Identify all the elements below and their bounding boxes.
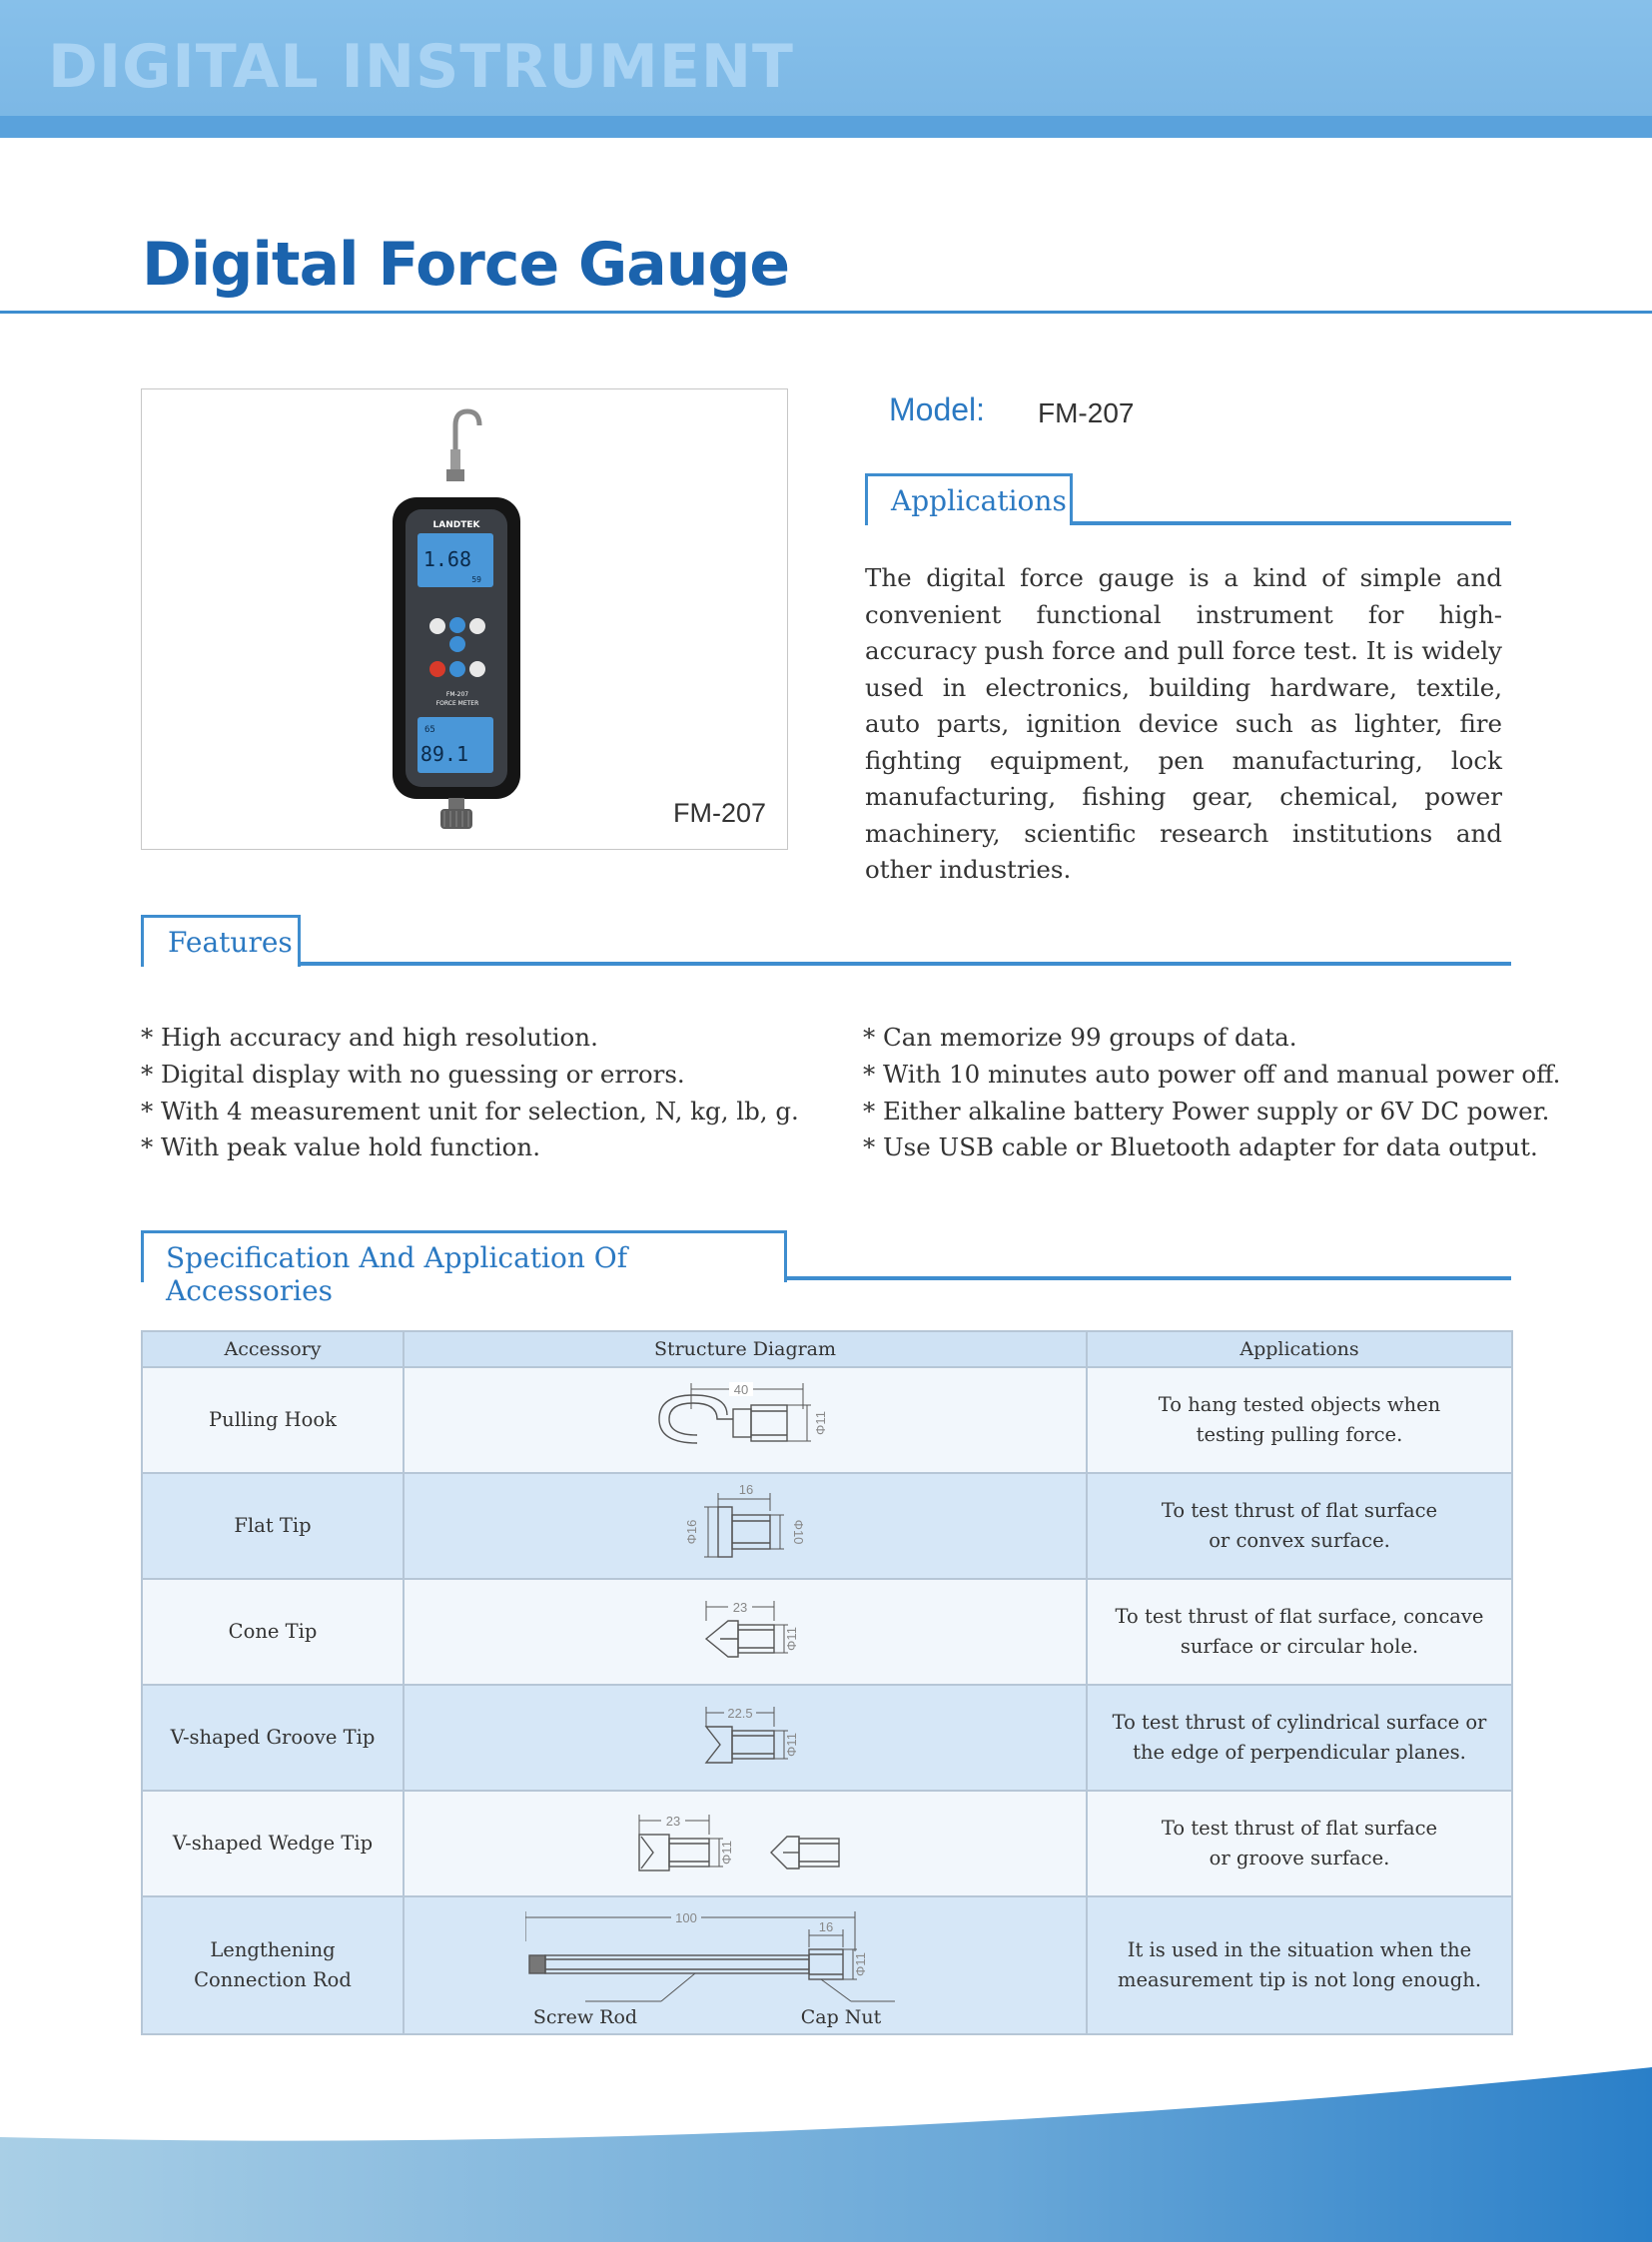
feature-item: * High accuracy and high resolution. (141, 1023, 598, 1052)
model-label: Model: (889, 391, 986, 427)
v-wedge-tip-diagram (615, 1799, 875, 1888)
feature-item: * With 4 measurement unit for selection, N, kg, lb, g. (141, 1097, 799, 1125)
dim-diameter: Φ11 (784, 1733, 799, 1757)
device-model: FM-207 (445, 691, 469, 698)
accessories-rule (784, 1276, 1511, 1280)
feature-item: * With 10 minutes auto power off and manual power off. (863, 1060, 1561, 1089)
accessory-application (1087, 1791, 1512, 1896)
dim-diameter: Φ11 (813, 1411, 828, 1435)
dim-diameter: Φ11 (719, 1841, 734, 1865)
rod-part-label: Screw Rod (532, 2006, 638, 2028)
accessory-application (1087, 1367, 1512, 1473)
table-row (142, 1473, 1512, 1579)
accessories-heading-text: Specification And Application Of Accessories (166, 1241, 628, 1307)
structure-diagram (404, 1791, 1087, 1896)
force-gauge-image (142, 389, 787, 849)
application-line: measurement tip is not long enough. (1117, 1968, 1482, 1991)
feature-item: * Digital display with no guessing or errors. (141, 1060, 685, 1089)
application-line: or convex surface. (1209, 1529, 1390, 1552)
application-line: surface or circular hole. (1180, 1635, 1419, 1658)
application-line: the edge of perpendicular planes. (1133, 1741, 1466, 1764)
dim-length: 23 (732, 1600, 748, 1615)
title-divider (0, 311, 1652, 314)
features-heading-text: Features (168, 926, 293, 959)
dim-length: 16 (818, 1919, 834, 1934)
table-header-row (142, 1331, 1512, 1367)
model-value: FM-207 (1038, 397, 1135, 428)
footer-wave (0, 2067, 1652, 2242)
application-line: or groove surface. (1209, 1847, 1390, 1869)
flat-tip-diagram (670, 1481, 820, 1571)
accessory-name-line: Connection Rod (194, 1968, 352, 1991)
dim-diameter: Φ11 (853, 1952, 868, 1976)
accessory-name-line: Lengthening (210, 1938, 336, 1961)
connection-rod-diagram (525, 1901, 965, 2029)
cone-tip-diagram (670, 1587, 820, 1677)
table-row (142, 1791, 1512, 1896)
accessory-name: Cone Tip (142, 1579, 404, 1685)
dim-length: 100 (675, 1910, 697, 1925)
table-row (142, 1685, 1512, 1791)
structure-diagram (404, 1367, 1087, 1473)
dim-length: 22.5 (727, 1706, 753, 1721)
dim-length: 40 (733, 1382, 749, 1397)
structure-diagram (404, 1473, 1087, 1579)
application-line: It is used in the situation when the (1127, 1938, 1472, 1961)
applications-rule (1070, 521, 1511, 525)
product-image-frame (141, 388, 788, 850)
accessory-application (1087, 1685, 1512, 1791)
rod-part-label: Cap Nut (800, 2006, 882, 2028)
table-row (142, 1367, 1512, 1473)
display-bottom-small: 65 (424, 725, 435, 735)
page-title: Digital Force Gauge (142, 230, 790, 300)
structure-diagram (404, 1896, 1087, 2034)
application-line: To test thrust of flat surface (1161, 1817, 1438, 1840)
applications-heading-text: Applications (891, 484, 1067, 517)
structure-diagram (404, 1579, 1087, 1685)
product-caption: FM-207 (673, 798, 767, 828)
table-row (142, 1896, 1512, 2034)
application-line: To test thrust of flat surface (1161, 1499, 1438, 1522)
feature-item: * Use USB cable or Bluetooth adapter for data output. (863, 1132, 1538, 1161)
structure-diagram (404, 1685, 1087, 1791)
banner-title: DIGITAL INSTRUMENT (48, 32, 794, 102)
feature-item: * Either alkaline battery Power supply or 6V DC power. (863, 1097, 1550, 1125)
dim-diameter: Φ10 (791, 1519, 806, 1545)
application-line: To hang tested objects when (1158, 1393, 1441, 1416)
features-rule (298, 962, 1511, 966)
accessory-application (1087, 1896, 1512, 2034)
banner-stripe (0, 116, 1652, 138)
features-heading (141, 915, 301, 967)
accessory-name (142, 1896, 404, 2034)
applications-heading (865, 473, 1073, 525)
accessories-table (141, 1330, 1513, 2035)
v-groove-tip-diagram (670, 1693, 820, 1783)
dim-diameter: Φ16 (684, 1519, 699, 1545)
accessory-application (1087, 1579, 1512, 1685)
feature-item: * Can memorize 99 groups of data. (863, 1023, 1297, 1052)
application-line: To test thrust of flat surface, concave (1115, 1605, 1484, 1628)
accessory-name: V-shaped Wedge Tip (142, 1791, 404, 1896)
column-header: Accessory (142, 1331, 404, 1367)
display-top-value: 1.68 (422, 547, 471, 571)
table-row (142, 1579, 1512, 1685)
accessory-name: Flat Tip (142, 1473, 404, 1579)
applications-text: The digital force gauge is a kind of simple and convenient functional instrument for high-accuracy push force and pull force test. It is widely used in electronics, building hardware, textile, auto parts, ignition device such as lighter, fire fighting equipment, pen manufacturing, lock manufacturing, fishing gear, chemical, power machinery, scientific research institutions and other industries. (865, 563, 1502, 884)
dim-length: 23 (665, 1814, 681, 1829)
display-bottom-value: 89.1 (419, 742, 468, 766)
accessory-name: V-shaped Groove Tip (142, 1685, 404, 1791)
device-brand: LANDTEK (432, 520, 480, 530)
accessory-name: Pulling Hook (142, 1367, 404, 1473)
device-sub: FORCE METER (435, 700, 479, 707)
dim-diameter: Φ11 (784, 1627, 799, 1651)
accessories-heading (141, 1230, 787, 1307)
application-line: testing pulling force. (1196, 1423, 1403, 1446)
dim-length: 16 (738, 1482, 754, 1497)
column-header: Structure Diagram (404, 1331, 1087, 1367)
feature-item: * With peak value hold function. (141, 1132, 540, 1161)
pulling-hook-diagram (625, 1375, 865, 1465)
application-line: To test thrust of cylindrical surface or (1112, 1711, 1487, 1734)
column-header: Applications (1087, 1331, 1512, 1367)
accessory-application (1087, 1473, 1512, 1579)
display-top-small: 59 (471, 575, 481, 584)
